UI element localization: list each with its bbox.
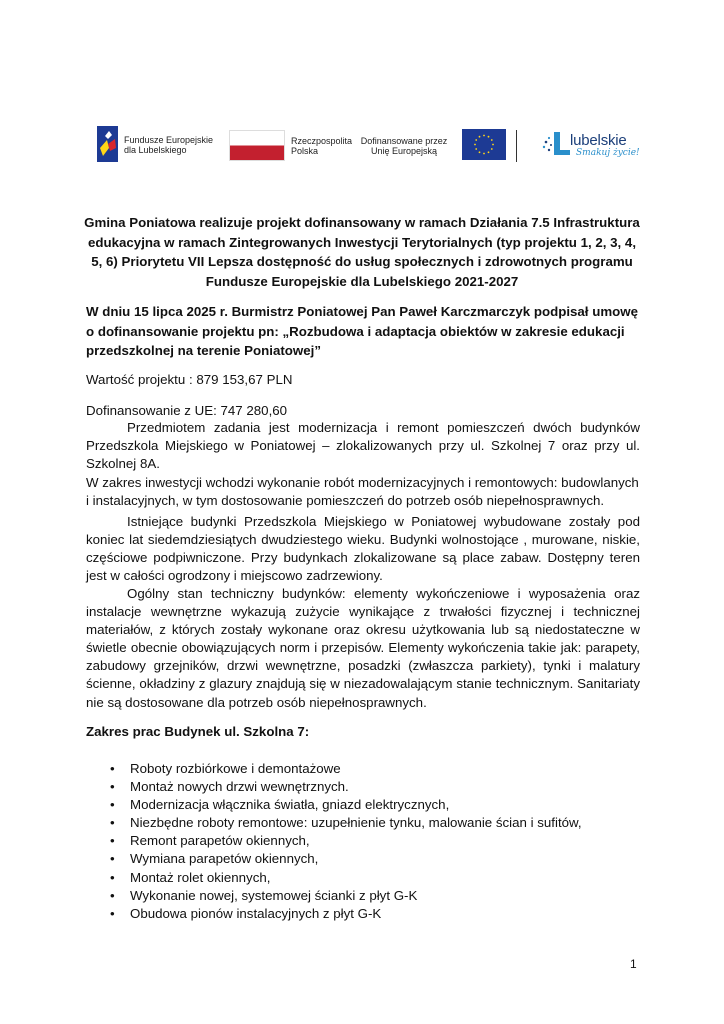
work-scope-list <box>86 760 640 923</box>
eu-star-icon <box>479 136 481 138</box>
logo-divider <box>516 130 517 162</box>
eu-star-icon <box>475 139 477 141</box>
list-item <box>86 778 640 796</box>
work-scope-heading: Zakres prac Budynek ul. Szkolna 7: <box>86 724 310 739</box>
eu-star-icon <box>483 153 485 155</box>
eu-star-icon <box>474 144 476 146</box>
list-item-text: Modernizacja włącznika światła, gniazd elektrycznych, <box>130 797 450 813</box>
bullet-icon: • <box>110 905 115 921</box>
fe-flag-icon <box>97 126 118 162</box>
body-paragraph: Przedmiotem zadania jest modernizacja i remont pomieszczeń dwóch budynków Przedszkola Miejskiego w Poniatowej – zlokalizowanych przy ul. Szkolnej 7 oraz przy ul. Szkolnej 8A. <box>86 420 640 472</box>
eu-logo-line1: Dofinansowane przez <box>360 136 448 146</box>
list-item-text: Remont parapetów okiennych, <box>130 833 310 849</box>
list-item <box>86 760 640 778</box>
bullet-icon: • <box>110 797 115 813</box>
bullet-icon: • <box>110 833 115 849</box>
bullet-icon: • <box>110 851 115 867</box>
lubelskie-logo-name: lubelskie <box>570 132 627 149</box>
pl-logo-line2: Polska <box>291 146 319 156</box>
list-item-text: Montaż rolet okiennych, <box>130 869 271 885</box>
agreement-lead-paragraph: W dniu 15 lipca 2025 r. Burmistrz Poniatowej Pan Paweł Karczmarczyk podpisał umowę o dofinansowanie projektu pn: „Rozbudowa i adaptacja obiektów w zakresie edukacji przedszkolnej na terenie Poniatowej” <box>86 304 638 358</box>
eu-star-icon <box>475 148 477 150</box>
eu-cofunding-logo <box>350 122 510 168</box>
eu-star-icon <box>491 148 493 150</box>
project-intro-heading: Gmina Poniatowa realizuje projekt dofinansowany w ramach Działania 7.5 Infrastruktura edukacyjna w ramach Zintegrowanych Inwestycji Terytorialnych (typ projektu 1, 2, 3, 4, 5, 6) Priorytetu VII Lepsza dostępność do usług społecznych i zdrowotnych programu Fundusze Europejskie dla Lubelskiego 2021-2027 <box>84 215 640 289</box>
eu-funding-value: Dofinansowanie z UE: 747 280,60 <box>86 403 288 418</box>
rzeczpospolita-polska-logo <box>225 122 353 168</box>
list-item <box>86 850 640 868</box>
list-item-text: Niezbędne roboty remontowe: uzupełnienie tynku, malowanie ścian i sufitów, <box>130 815 582 831</box>
list-item-text: Montaż nowych drzwi wewnętrznych. <box>130 779 349 795</box>
bullet-icon: • <box>110 779 115 795</box>
fe-logo-line1: Fundusze Europejskie <box>124 135 214 145</box>
pl-logo-line1: Rzeczpospolita <box>291 136 353 146</box>
list-item <box>86 814 640 832</box>
list-item-text: Wymiana parapetów okiennych, <box>130 851 319 867</box>
eu-star-icon <box>491 139 493 141</box>
lubelskie-logo <box>540 122 640 168</box>
body-paragraph: W zakres inwestycji wchodzi wykonanie robót modernizacyjnych i remontowych: budowlanych i instalacyjnych, w tym dostosowanie pomieszczeń do potrzeb osób niepełnosprawnych. <box>86 475 639 509</box>
funding-logo-bar <box>92 122 640 168</box>
list-item <box>86 887 640 905</box>
bullet-icon: • <box>110 815 115 831</box>
bullet-icon: • <box>110 761 115 776</box>
eu-flag-icon <box>462 129 506 160</box>
list-item-text: Roboty rozbiórkowe i demontażowe <box>130 761 341 776</box>
bullet-icon: • <box>110 887 115 903</box>
list-item <box>86 832 640 850</box>
polish-flag-icon <box>229 130 285 161</box>
eu-star-icon <box>483 135 485 137</box>
bullet-icon: • <box>110 869 115 885</box>
list-item <box>86 869 640 887</box>
lubelskie-emblem-icon <box>540 128 572 160</box>
fundusze-europejskie-logo <box>92 122 222 168</box>
list-item <box>86 796 640 814</box>
lubelskie-logo-slogan: Smakuj życie! <box>576 148 640 158</box>
eu-star-icon <box>479 151 481 153</box>
body-paragraph: Istniejące budynki Przedszkola Miejskiego w Poniatowej wybudowane zostały pod koniec lat siedemdziesiątych dwudziestego wieku. Budynki wolnostojące , murowane, niskie, częściowe podpiwniczone. Przy budynkach zlokalizowane są place zabaw. Dostępny teren jest w całości ogrodzony i miejscowo zadrzewiony. <box>86 514 640 584</box>
list-item-text: Wykonanie nowej, systemowej ścianki z płyt G-K <box>130 887 418 903</box>
list-item <box>86 905 640 923</box>
project-value: Wartość projektu : 879 153,67 PLN <box>86 372 293 387</box>
body-paragraph: Ogólny stan techniczny budynków: elementy wykończeniowe i wyposażenia oraz instalacje wewnętrzne wykazują zużycie wynikające z trwałości fizycznej i technicznej materiałów, z których zostały wykonane oraz okresu użytkowania lub są niedostateczne w świetle obecnie obowiązujących norm i przepisów. Elementy wykończenia takie jak: parapety, zabudowy grzejników, drzwi wewnętrzne, posadzki (zwłaszcza parkiety), tynki i malatury ścienne, okładziny z glazury znajdują się w niezadowalającym stanie technicznym. Sanitariaty nie są dostosowane dla potrzeb osób niepełnosprawnych. <box>86 586 640 710</box>
eu-star-icon <box>488 151 490 153</box>
eu-logo-line2: Unię Europejską <box>370 146 438 156</box>
fe-logo-line2: dla Lubelskiego <box>124 145 187 155</box>
page-number: 1 <box>630 957 637 971</box>
eu-star-icon <box>488 136 490 138</box>
eu-star-icon <box>492 144 494 146</box>
list-item-text: Obudowa pionów instalacyjnych z płyt G-K <box>130 905 382 921</box>
